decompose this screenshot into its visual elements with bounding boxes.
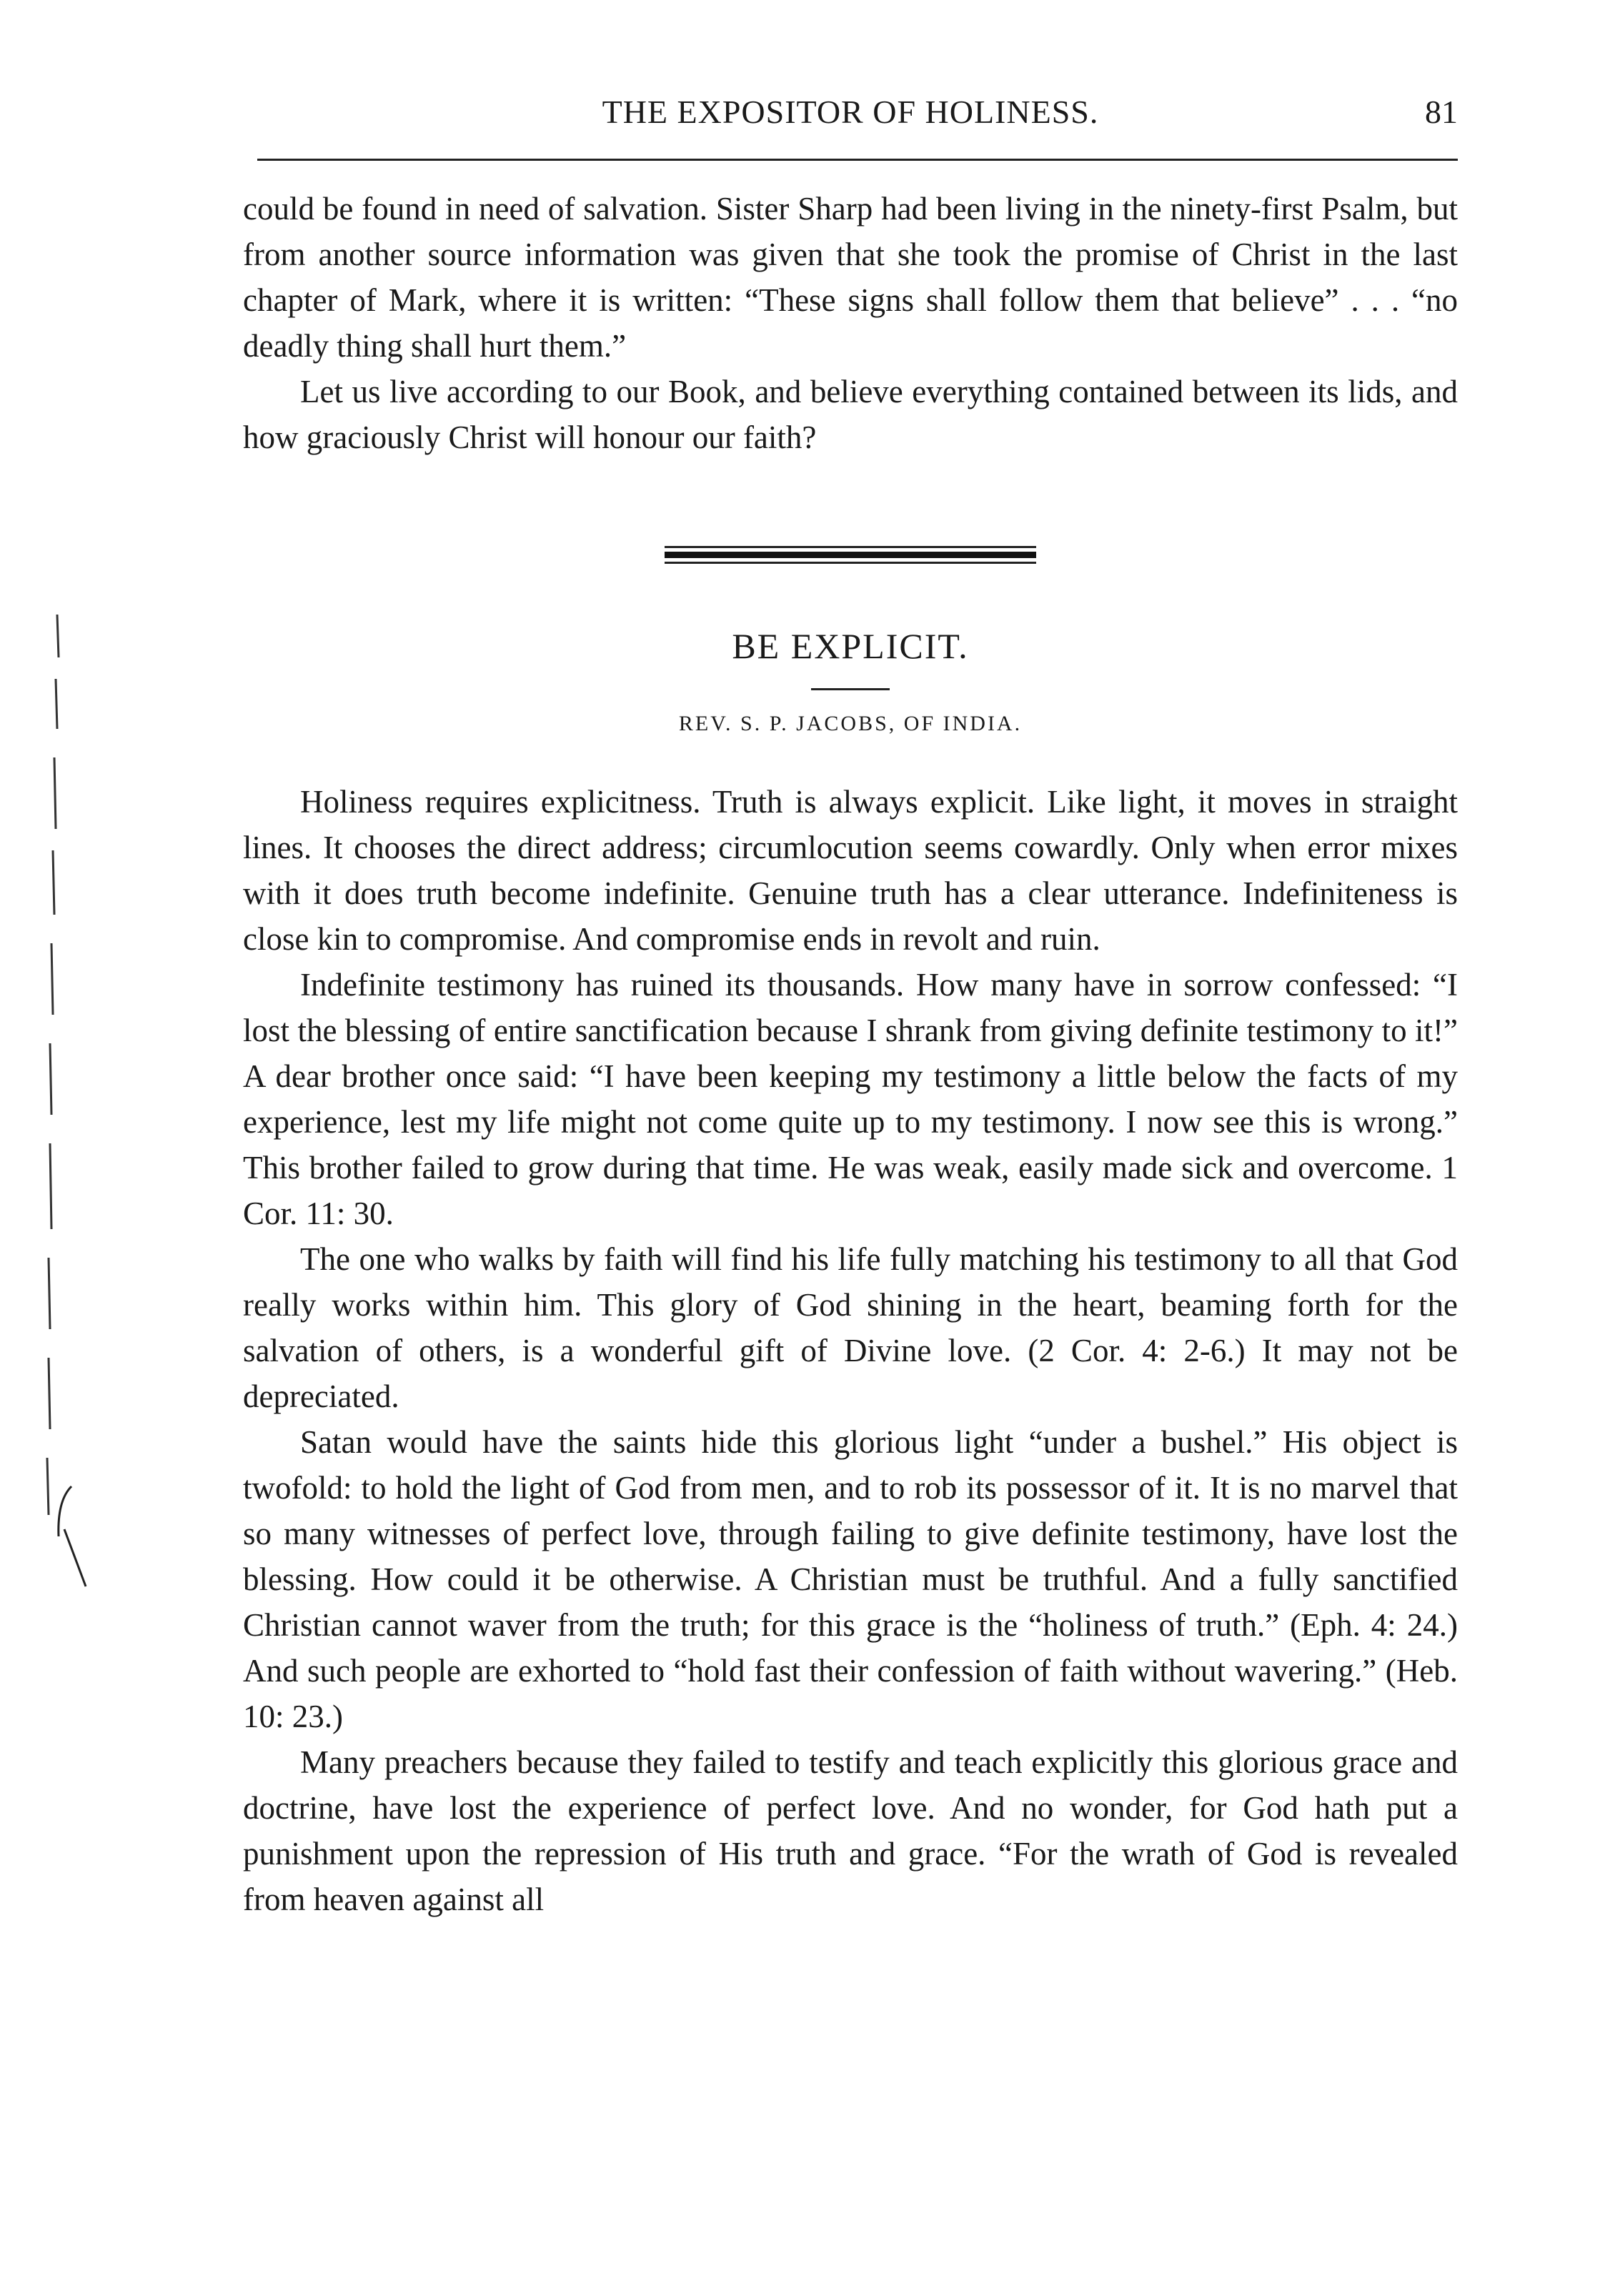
divider-thin-rule (665, 546, 1036, 548)
article-body (243, 779, 1458, 1922)
article-paragraph: Many preachers because they failed to testify and teach explicitly this glorious grace and doctrine, have lost the experience of perfect love. And no wonder, for God hath put a punishment upon the repression of His truth and grace. “For the wrath of God is revealed from heaven against all (243, 1744, 1458, 1917)
running-title: THE EXPOSITOR OF HOLINESS. (602, 94, 1099, 130)
article-byline: REV. S. P. JACOBS, OF INDIA. (678, 712, 1023, 735)
page-number: 81 (1425, 94, 1458, 130)
running-header (243, 93, 1458, 150)
article-paragraph: Satan would have the saints hide this glorious light “under a bushel.” His object is twofold: to hold the light of God from men, and to rob its possessor of it. It is no marvel that so many witnesses of perfect love, through failing to give definite testimony, have lost the blessing. How could it be otherwise. A Christian must be truthful. And a fully sanctified Christian cannot waver from the truth; for this grace is the “holiness of truth.” (Eph. 4: 24.) And such people are exhorted to “hold fast their confession of faith without wavering.” (Heb. 10: 23.) (243, 1424, 1458, 1734)
divider-thick-rule (665, 552, 1036, 558)
article-title: BE EXPLICIT. (732, 626, 969, 666)
section-divider (665, 546, 1036, 564)
header-rule (257, 159, 1458, 161)
intro-paragraph: could be found in need of salvation. Sister Sharp had been living in the ninety-first Psalm, but from another source information was given that she took the promise of Christ in the last chapter of Mark, where it is written: “These signs shall follow them that believe” . . . “no deadly thing shall hurt them.” (243, 191, 1458, 364)
divider-thin-rule (665, 562, 1036, 564)
article-paragraph: Holiness requires explicitness. Truth is always explicit. Like light, it moves in straight lines. It chooses the direct address; circumlocution seems cowardly. Only when error mixes with it does truth become indefinite. Genuine truth has a clear utterance. Indefiniteness is close kin to compromise. And compromise ends in revolt and ruin. (243, 784, 1458, 957)
book-page (243, 93, 1458, 1922)
title-rule (811, 688, 890, 690)
margin-scan-marks (43, 615, 107, 1658)
article-paragraph: The one who walks by faith will find his life fully matching his testimony to all that God really works within him. This glory of God shining in the heart, beaming forth for the salvation of others, is a wonderful gift of Divine love. (2 Cor. 4: 2-6.) It may not be depreciated. (243, 1241, 1458, 1414)
intro-paragraph: Let us live according to our Book, and believe everything contained between its lids, and how graciously Christ will honour our faith? (243, 374, 1458, 455)
article-paragraph: Indefinite testimony has ruined its thousands. How many have in sorrow confessed: “I lost the blessing of entire sanctification because I shrank from giving definite testimony to it!” A dear brother once said: “I have been keeping my testimony a little below the facts of my experience, lest my life might not come quite up to my testimony. I now see this is wrong.” This brother failed to grow during that time. He was weak, easily made sick and overcome. 1 Cor. 11: 30. (243, 967, 1458, 1231)
intro-text (243, 186, 1458, 460)
